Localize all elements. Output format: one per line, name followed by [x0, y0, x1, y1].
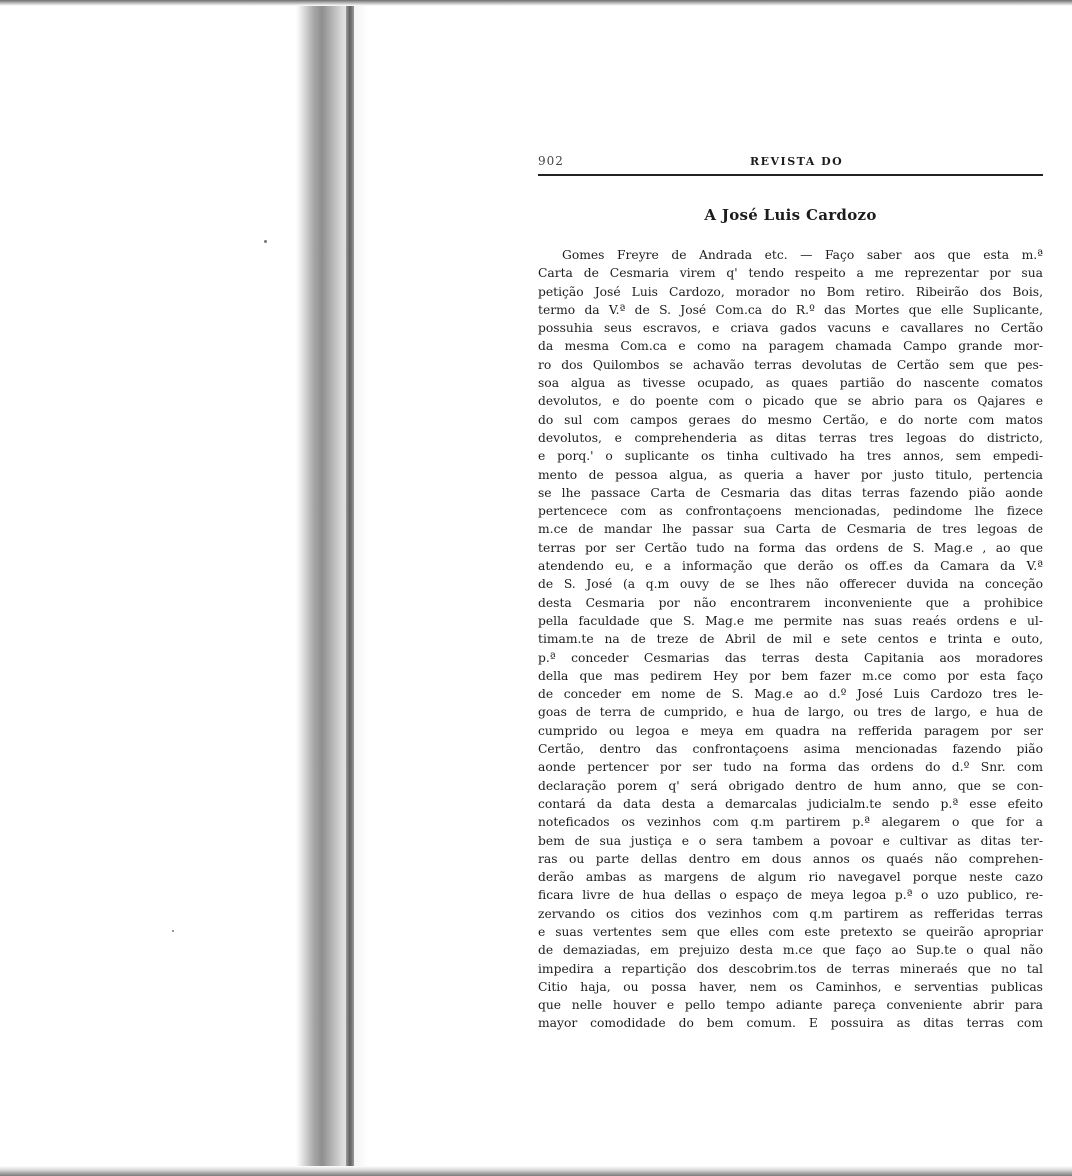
book-spine-fold: [346, 0, 354, 1176]
text-line: bem de sua justiça e o sera tambem a povoar e cultivar as ditas ter-: [538, 833, 1043, 848]
text-line: cumprido ou legoa e meya em quadra na refferida paragem por ser: [538, 723, 1043, 738]
document-title: A José Luis Cardozo: [704, 206, 877, 224]
text-line: que nelle houver e pello tempo adiante pareça conveniente abrir para: [538, 998, 1043, 1013]
text-line: de S. José (a q.m ouvy de se lhes não offerecer duvida na conceção: [538, 577, 1043, 592]
text-line: p.ª conceder Cesmarias das terras desta Capitania aos moradores: [538, 650, 1043, 665]
text-line: mento de pessoa algua, as queria a haver por justo titulo, pertencia: [538, 467, 1043, 482]
paper-speck: [264, 240, 267, 243]
book-gutter-shadow: [296, 0, 382, 1176]
text-line: Citio haja, ou possa haver, nem os Caminhos, e serventias publicas: [538, 979, 1043, 994]
text-line: soa algua as tivesse ocupado, as quaes partião do nascente comatos: [538, 376, 1043, 391]
text-line: della que mas pedirem Hey por bem fazer m.ce como por esta faço: [538, 668, 1043, 683]
text-line: ras ou parte dellas dentro em dous annos os quaés não comprehen-: [538, 851, 1043, 866]
text-line: m.ce de mandar lhe passar sua Carta de Cesmaria de tres legoas de: [538, 522, 1043, 537]
page-number: 902: [538, 154, 564, 168]
text-line: atendendo eu, e a informação que derão os off.es da Camara da V.ª: [538, 559, 1043, 574]
journal-title: REVISTA DO: [750, 155, 844, 168]
text-line: zervando os citios dos vezinhos com q.m partirem as refferidas terras: [538, 906, 1043, 921]
text-line: pertencece com as confrontaçoens mencionadas, pedindome lhe fizece: [538, 504, 1043, 519]
text-line: petição José Luis Cardozo, morador no Bom retiro. Ribeirão dos Bois,: [538, 284, 1043, 299]
text-line: Certão, dentro das confrontaçoens asima mencionadas fazendo pião: [538, 742, 1043, 757]
text-page: [538, 152, 1043, 1033]
text-line: da mesma Com.ca e como na paragem chamada Campo grande mor-: [538, 339, 1043, 354]
text-line: e porq.' o suplicante os tinha cultivado ha tres annos, sem empedi-: [538, 449, 1043, 464]
text-line: mayor comodidade do bem comum. E possuira as ditas terras com: [538, 1016, 1043, 1031]
text-line: pella faculdade que S. Mag.e me permite nas suas reaés ordens e ul-: [538, 613, 1043, 628]
text-line: terras por ser Certão tudo na forma das ordens de S. Mag.e , ao que: [538, 540, 1043, 555]
text-line: de demaziadas, em prejuizo desta m.ce que faço ao Sup.te o qual não: [538, 943, 1043, 958]
text-line: impedira a repartição dos descobrim.tos de terras mineraés que no tal: [538, 961, 1043, 976]
text-line: noteficados os vezinhos com q.m partirem p.ª alegarem o que for a: [538, 815, 1043, 830]
text-line: termo da V.ª de S. José Com.ca do R.º das Mortes que elle Suplicante,: [538, 302, 1043, 317]
text-line: ro dos Quilombos se achavão terras devolutas de Certão sem que pes-: [538, 357, 1043, 372]
text-line: derão ambas as margens de algum rio navegavel porque neste cazo: [538, 870, 1043, 885]
text-line: contará da data desta a demarcalas judicialm.te sendo p.ª esse efeito: [538, 796, 1043, 811]
scan-bottom-edge: [0, 1166, 1072, 1176]
text-line: declaração porem q' será obrigado dentro de hum anno, que se con-: [538, 778, 1043, 793]
text-line: goas de terra de cumprido, e hua de largo, ou tres de largo, e hua de: [538, 705, 1043, 720]
text-line: ficara livre de hua dellas o espaço de meya legoa p.ª o uzo publico, re-: [538, 888, 1043, 903]
text-line: de conceder em nome de S. Mag.e ao d.º José Luis Cardozo tres le-: [538, 687, 1043, 702]
text-line: devolutos, e do poente com o picado que se abrio para os Qajares e: [538, 394, 1043, 409]
text-line: do sul com campos geraes do mesmo Certão, e do norte com matos: [538, 412, 1043, 427]
text-line: aonde pertencer por ser tudo na forma das ordens do d.º Snr. com: [538, 760, 1043, 775]
paper-speck: [172, 930, 174, 932]
text-line: timam.te na de treze de Abril de mil e sete centos e trinta e outo,: [538, 632, 1043, 647]
text-line: possuhia seus escravos, e criava gados vacuns e cavallares no Certão: [538, 321, 1043, 336]
document-body: [538, 246, 1043, 1033]
text-line: devolutos, e comprehenderia as ditas terras tres legoas do districto,: [538, 430, 1043, 445]
text-line: Gomes Freyre de Andrada etc. — Faço saber aos que esta m.ª: [562, 248, 1043, 262]
text-line: Carta de Cesmaria virem q' tendo respeito a me reprezentar por sua: [538, 266, 1043, 281]
text-line: e suas vertentes sem que elles com este pretexto se queirão apropriar: [538, 924, 1043, 939]
text-line: se lhe passace Carta de Cesmaria das ditas terras fazendo pião aonde: [538, 485, 1043, 500]
scan-top-edge: [0, 0, 1072, 6]
running-head: [538, 152, 1043, 176]
text-line: desta Cesmaria por não encontrarem inconveniente que a prohibice: [538, 595, 1043, 610]
